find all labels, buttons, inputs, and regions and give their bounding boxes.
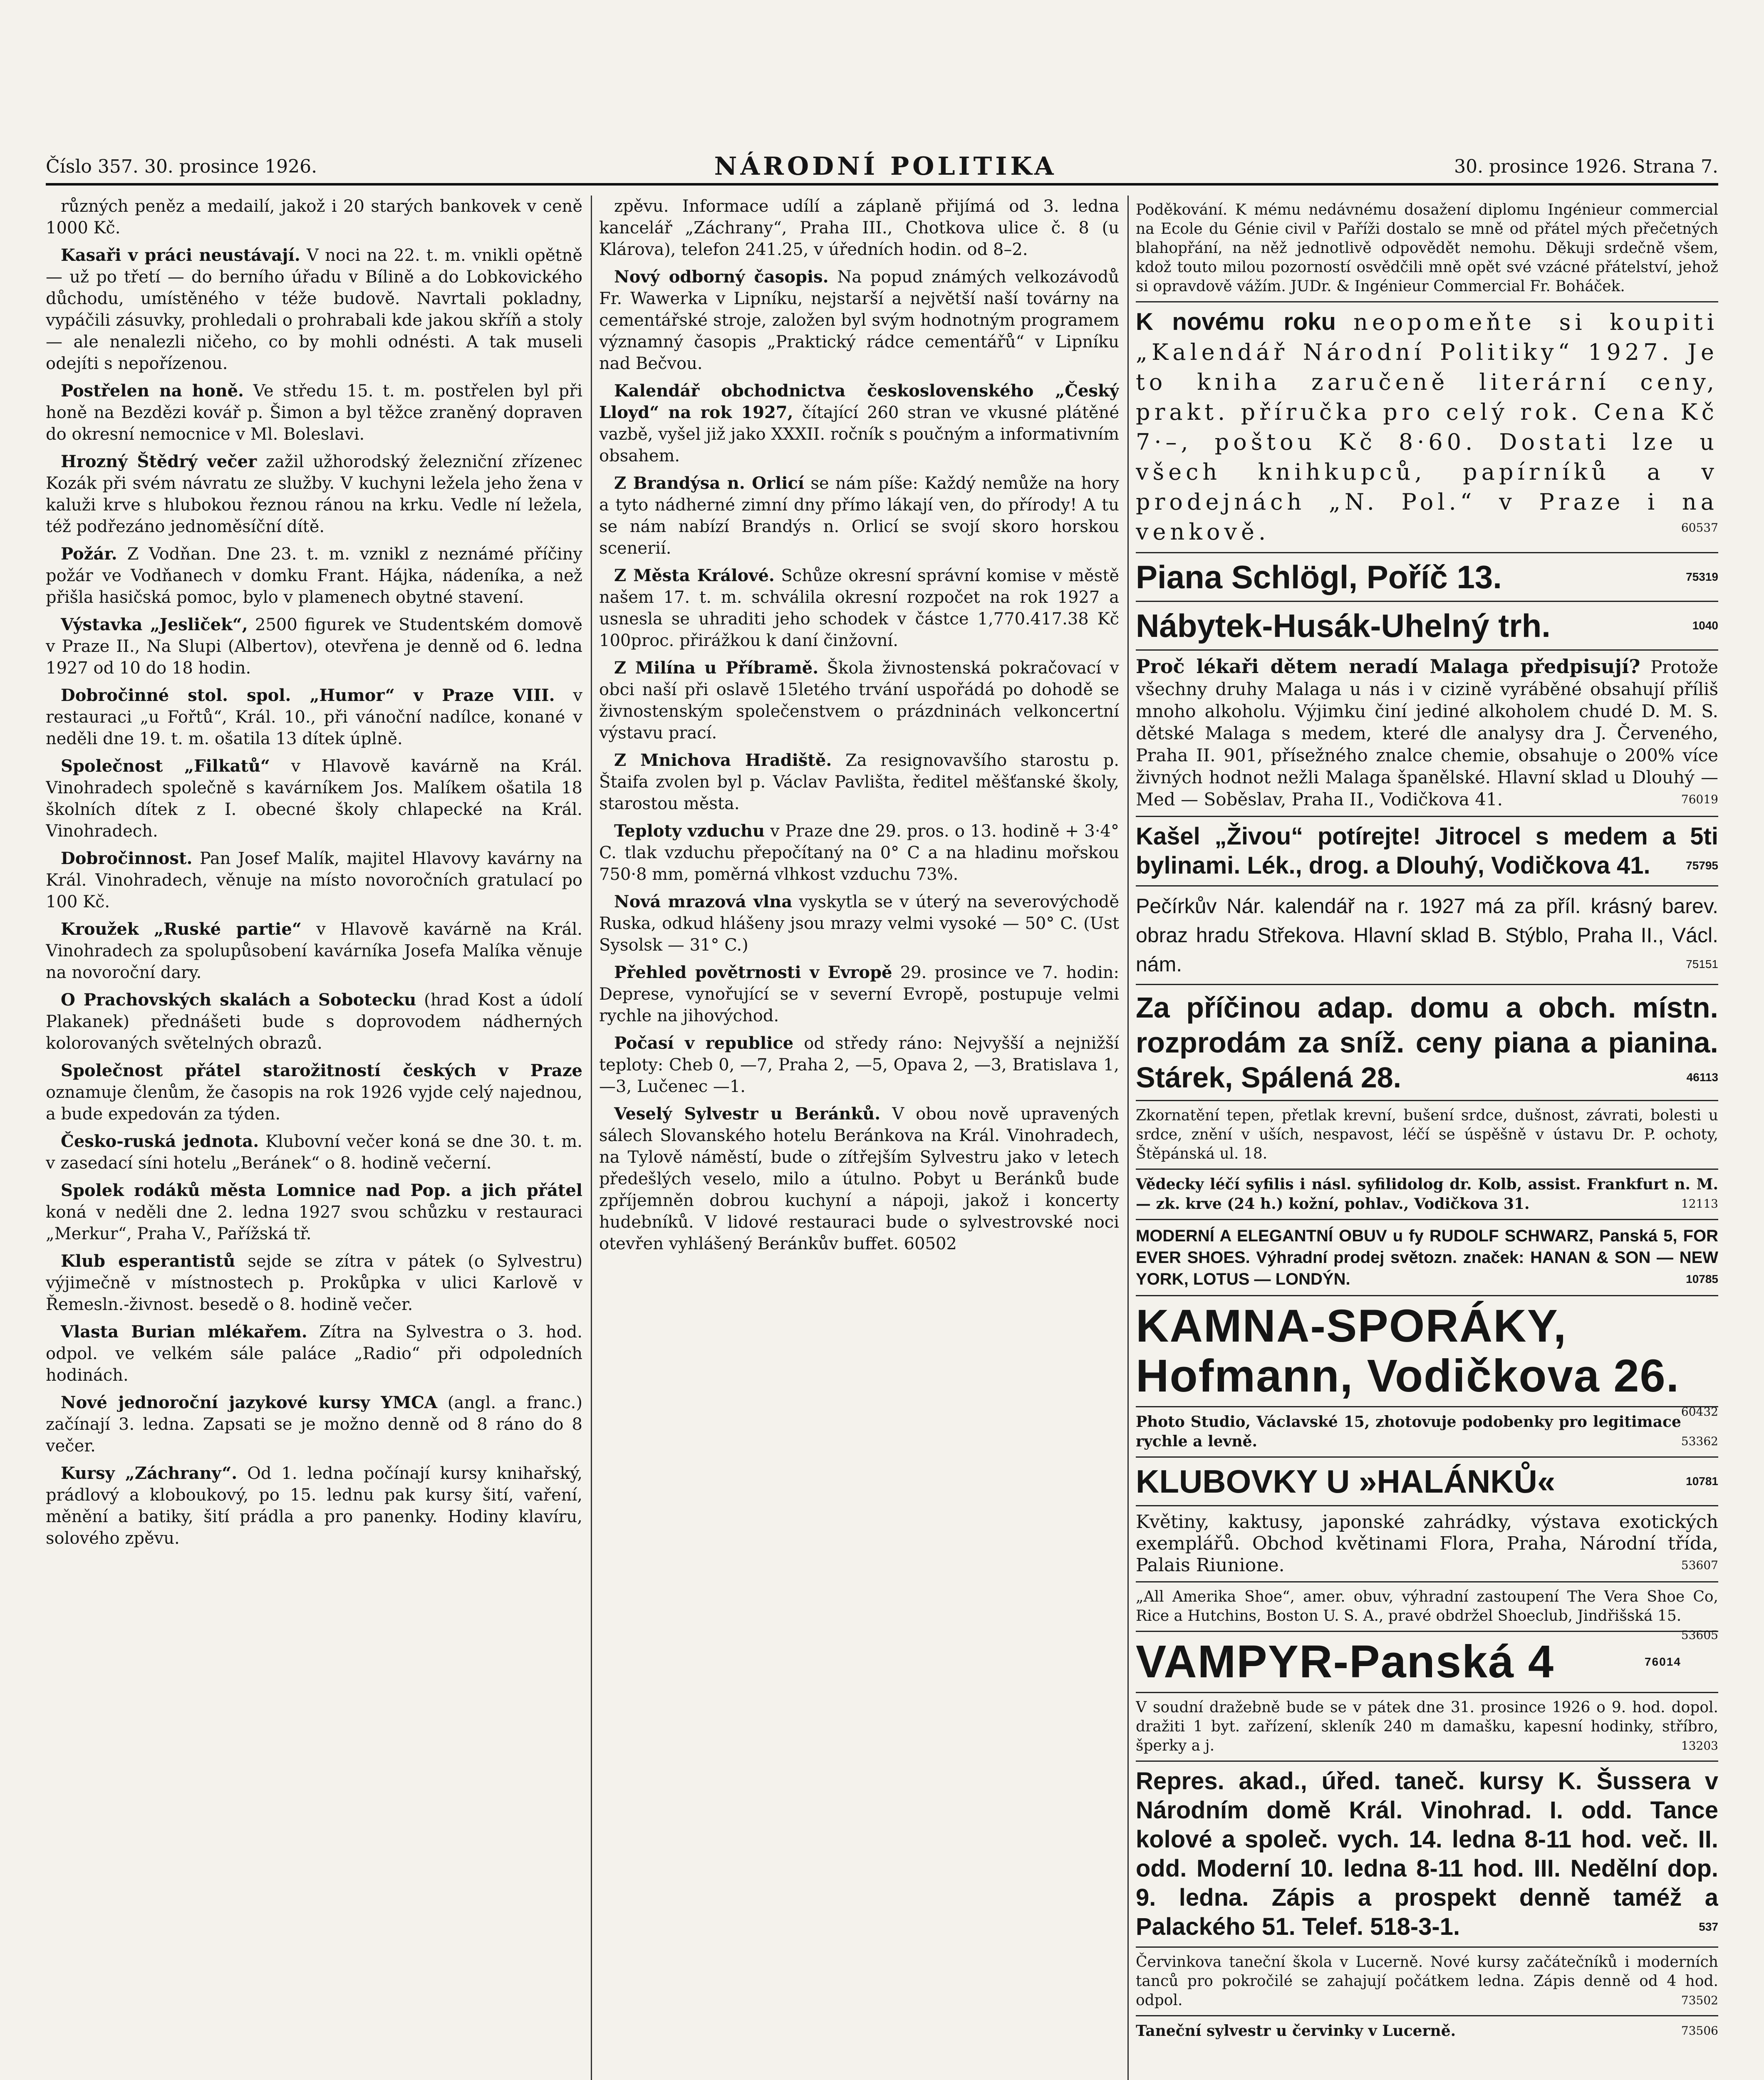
shoes-ad-text: MODERNÍ A ELEGANTNÍ OBUV u fy RUDOLF SCHWARZ, Panská 5, FOR EVER SHOES. Výhradní prodej světozn. značek: HANAN & SON — NEW YORK, LOTUS — LONDÝN. (1136, 1227, 1718, 1288)
auction-ad (1136, 1692, 1718, 1761)
pecirka-calendar-ad (1136, 885, 1718, 984)
news-item (599, 380, 1119, 467)
news-item (46, 1131, 582, 1174)
news-item-text: v Praze dne 29. pros. o 13. hodině + 3·4° C. tlak vzduchu přepočítaný na 0° C a na hladinu mořskou 750·8 mm, poměrná vlhkost vzduchu 73%. (599, 822, 1119, 884)
news-item-text: 29. prosince ve 7. hodin: Deprese, vynořující se v severní Evropě, postupuje velmi rychle na jihovýchod. (599, 963, 1119, 1025)
news-item (46, 1250, 582, 1315)
news-item (599, 266, 1119, 374)
news-item-headline: Z Milína u Příbramě. (614, 658, 819, 678)
ad-number: 53607 (1681, 1558, 1718, 1572)
news-item-headline: Počasí v republice (614, 1033, 794, 1053)
news-item-text: sejde se zítra v pátek (o Sylvestru) výjimečně v místnostech p. Prokůpka v ulici Karlově v Řemesln.-živnost. besedě o 8. hodině večer. (46, 1252, 582, 1314)
page-header (46, 150, 1718, 186)
news-item-headline: Přehled povětrnosti v Evropě (614, 963, 892, 982)
news-item (46, 380, 582, 445)
news-item-text: od středy ráno: Nejvyšší a nejnižší teploty: Cheb 0, —7, Praha 2, —5, Opava 2, —3, Bratislava 1, —3, Lučenec —1. (599, 1034, 1119, 1096)
stoves-ad-head: KAMNA-SPORÁKY, (1136, 1300, 1567, 1352)
news-item-headline: Vlasta Burian mlékařem. (61, 1322, 307, 1342)
news-item-headline: Česko-ruská jednota. (61, 1132, 259, 1151)
piano-sale-text: Za příčinou adap. domu a obch. místn. rozprodám za sníž. ceny piana a pianina. Stárek, Spálená 28. (1136, 991, 1718, 1094)
news-item (46, 245, 582, 374)
furniture-ad (1136, 601, 1718, 649)
news-item (46, 614, 582, 679)
ad-number: 73502 (1681, 1993, 1718, 2007)
news-item (599, 657, 1119, 744)
news-item-text: Pan Josef Malík, majitel Hlavovy kavárny na Král. Vinohradech, věnuje na místo novoročních gratulací po 100 Kč. (46, 849, 582, 911)
news-item-headline: Kursy „Záchrany“. (61, 1463, 238, 1483)
news-item (599, 473, 1119, 559)
news-item-headline: Klub esperantistů (61, 1251, 235, 1271)
news-item-headline: Kasaři v práci neustávají. (61, 245, 300, 265)
american-shoe-ad (1136, 1581, 1718, 1642)
news-item (599, 891, 1119, 956)
header-right: 30. prosince 1926. Strana 7. (1454, 156, 1718, 177)
news-item (46, 1392, 582, 1457)
news-item-text: v Hlavově kavárně na Král. Vinohradech společně s kavárníkem Jos. Malíkem ošatila 18 školních dítek z I. obecné školy chlapecké na Král. Vinohradech. (46, 757, 582, 841)
news-item-text: Z Vodňan. Dne 23. t. m. vznikl z neznámé příčiny požár ve Vodňanech v domku Frant. Hájka, nádeníka, a než přišla hasičská pomoc, bylo v plamenech obytné stavení. (46, 545, 582, 607)
news-item (599, 962, 1119, 1027)
news-item (46, 1060, 582, 1125)
ad-number: 53362 (1681, 1434, 1718, 1448)
ad-number: 1040 (1692, 619, 1718, 632)
news-item-text: koná v neděli dne 2. ledna 1927 svou schůzku v restauraci „Merkur“, Praha V., Pařížská tř. (46, 1203, 582, 1243)
american-shoe-text: „All Amerika Shoe“, amer. obuv, výhradní zastoupení The Vera Shoe Co, Rice a Hutchins, Boston U. S. A., pravé obdržel Shoeclub, Jindřišská 15. (1136, 1588, 1718, 1624)
news-item-text: Od 1. ledna počínají kursy knihařský, prádlový a kloboukový, po 15. lednu pak kursy šití, vaření, měnění a batiky, šití prádla a pro panenky. Hodiny klavíru, solového zpěvu. (46, 1464, 582, 1548)
news-item-text: Škola živnostenská pokračovací v obci naší při oslavě 15letého trvání uspořádá po dohodě se živnostenským společenstvem o prázdninách velkoncertní výstavu prací. (599, 659, 1119, 743)
news-item-headline: Společnost přátel starožitností českých v Praze (61, 1061, 582, 1080)
news-item-text: různých peněz a medailí, jakož i 20 starých bankovek v ceně 1000 Kč. (46, 197, 582, 238)
news-item-text: Za resignovavšího starostu p. Štaifa zvolen byl p. Václav Pavlišta, ředitel měšťanské školy, starostou města. (599, 751, 1119, 813)
ad-number: 75795 (1686, 859, 1718, 872)
news-item-text: V noci na 22. t. m. vnikli opětně — už po třetí — do berního úřadu v Bílině a do Lobkovického důchodu, umístěného v téže budově. Navrtali pokladny, vypáčili zásuvky, prohledali o prohrabali kde jakou skříň a stoly — ale nenalezli ničeho, co by mohli odnésti. A tak museli odejíti s nepořízenou. (46, 246, 582, 373)
news-item-headline: O Prachovských skalách a Sobotecku (61, 990, 416, 1010)
dance-course-ad (1136, 1761, 1718, 1946)
news-item-text: Zítra na Sylvestra o 3. hod. odpol. ve velkém sále paláce „Radio“ při odpoledních hodinách. (46, 1322, 582, 1385)
news-item-headline: Z Brandýsa n. Orlicí (614, 473, 805, 493)
news-item-headline: Dobročinnost. (61, 849, 193, 868)
news-item-text: zažil užhorodský železniční zřízenec Kozák při svém návratu ze služby. V kuchyni ležela jeho žena v kaluži krve s hlubokou řeznou ránou na krku. Vedle ní ležela, též podřezáno jednoměsíční dítě. (46, 452, 582, 536)
flowers-ad-text: Květiny, kaktusy, japonské zahrádky, výstava exotických exemplářů. Obchod květinami Flora, Praha, Národní třída, Palais Riunione. (1136, 1511, 1718, 1576)
sylvestr-ad (1136, 2015, 1718, 2046)
news-item-headline: Kalendář obchodnictva československého „Český Lloyd“ na rok 1927, (599, 381, 1119, 422)
clubchairs-ad-text: KLUBOVKY U »HALÁNKŮ« (1136, 1463, 1556, 1500)
news-item-text: se nám píše: Každý nemůže na hory a tyto nádherné zimní dny přímo lákají ven, do přírody! A tu se nám nabízí Brandýs n. Orlicí se svojí skoro horskou scenerií. (599, 474, 1119, 558)
column-2 (599, 196, 1119, 2080)
flowers-ad (1136, 1505, 1718, 1581)
news-item-headline: Dobročinné stol. spol. „Humor“ v Praze VIII. (61, 686, 555, 705)
ad-number: 46113 (1686, 1071, 1718, 1084)
news-item-headline: Spolek rodáků města Lomnice nad Pop. a jich přátel (61, 1181, 582, 1200)
sylvestr-ad-text: Taneční sylvestr u červinky v Lucerně. (1136, 2022, 1456, 2040)
column-divider (1127, 196, 1129, 2080)
stoves-ad (1136, 1295, 1718, 1419)
news-item (599, 750, 1119, 815)
news-item (599, 196, 1119, 260)
syphilis-ad-text: Vědecky léčí syfilis i násl. syfilidolog dr. Kolb, assist. Frankfurt n. M. — zk. krve (24 h.) kožní, pohlav., Vodičkova 31. (1136, 1176, 1718, 1213)
thank-you-notice: Poděkování. K mému nedávnému dosažení diplomu Ingénieur commercial na Ecole du Génie civil v Paříži dostalo se mně od přátel mých přečetných blahopřání, na něž jednotlivě odpovědět nemohu. Děkuji srdečně všem, kdož touto milou pozorností osvědčili mně opět své vzácné přátelství, jehož si opravdově vážím. JUDr. & Ingénieur Commercial Fr. Boháček. (1136, 201, 1718, 295)
dance-course-text: Repres. akad., úřed. taneč. kursy K. Šussera v Národním domě Král. Vinohrad. I. odd. Tance kolové a společ. vych. 14. ledna 8-11 hod. več. II. odd. Moderní 10. ledna 8-11 hod. III. Nedělní dop. 9. ledna. Zápis a prospekt denně taméž a Palackého 51. Telef. 518-3-1. (1136, 1768, 1718, 1940)
news-item-headline: Nový odborný časopis. (614, 267, 829, 287)
news-item (46, 755, 582, 842)
news-item (599, 820, 1119, 885)
news-item (599, 1033, 1119, 1097)
news-item-headline: Veselý Sylvestr u Beránků. (614, 1104, 881, 1124)
ad-number: 75319 (1686, 570, 1718, 583)
news-item-headline: Teploty vzduchu (614, 821, 765, 841)
news-item-headline: Postřelen na honě. (61, 381, 244, 401)
medical-ad: Zkornatění tepen, přetlak krevní, bušení srdce, dušnost, závrati, bolesti u srdce, znění v uších, nespavost, léčí se úspěšně v ústavu Dr. P. ochoty, Štěpánská ul. 18. (1136, 1100, 1718, 1169)
calendar-ad (1136, 301, 1718, 552)
calendar-ad-head: K novému roku (1136, 308, 1336, 335)
news-item-headline: Nová mrazová vlna (614, 892, 793, 911)
news-item-text: zpěvu. Informace udílí a záplaně přijímá od 3. ledna kancelář „Záchrany“, Praha III., Chotkova ulice č. 8 (u Klárova), telefon 241.25, v úředních hodin. od 8–2. (599, 197, 1119, 259)
news-item (46, 919, 582, 983)
news-item-text: Ve středu 15. t. m. postřelen byl při honě na Bezdězi kovář p. Šimon a byl těžce zraněný dopraven do okresní nemocnice v Ml. Boleslavi. (46, 381, 582, 444)
news-item-text: v restauraci „u Fořtů“, Král. 10., při vánoční nadílce, konané v neděli dne 19. t. m. ošatila 13 dítek úplně. (46, 686, 582, 748)
news-item-text: (hrad Kost a údolí Plakanek) přednášeti bude s doprovodem nádherných kolorovaných světelných obrazů. (46, 990, 582, 1053)
news-item-headline: Z Města Králové. (614, 566, 775, 585)
news-item-text: Schůze okresní správní komise v městě našem 17. t. m. schválila okresní rozpočet na rok 1927 a usnesla se uhraditi jeho schodek v částce 1,770.417.38 Kč 100proc. přirážkou k daní činžovní. (599, 566, 1119, 650)
newspaper-title: NÁRODNÍ POLITIKA (714, 152, 1057, 181)
clubchairs-ad (1136, 1456, 1718, 1505)
news-item-text: oznamuje členům, že časopis na rok 1926 vyjde celý najednou, a bude expedován za týden. (46, 1083, 582, 1124)
news-item-headline: Z Mnichova Hradiště. (614, 750, 832, 770)
syphilis-ad (1136, 1169, 1718, 1219)
dance-school-ad (1136, 1946, 1718, 2015)
ad-number: 12113 (1681, 1197, 1718, 1211)
ad-number: 13203 (1681, 1739, 1718, 1753)
news-item-headline: Hrozný Štědrý večer (61, 452, 257, 471)
malaga-ad-text: Protože všechny druhy Malaga u nás i v cizině vyráběné obsahují příliš mnoho alkoholu. Výjimku činí jediné alkoholem chudé D. M. S. dětské Malaga s medem, které dle analysy dra J. Červeného, Praha II. 901, přísežného znalce chemie, obsahuje o 200% více živných hodnot nežli Malaga španělské. Hlavní sklad u Dlouhý — Med — Soběslav, Praha II., Vodičkova 41. (1136, 657, 1718, 810)
ad-number: 60432 (1681, 1405, 1718, 1419)
ad-number: 10785 (1686, 1273, 1718, 1285)
piano-ad-text: Piana Schlögl, Poříč 13. (1136, 559, 1502, 595)
news-item (46, 1463, 582, 1549)
column-divider (591, 196, 592, 2080)
malaga-ad-head: Proč lékaři dětem neradí Malaga předpisují? (1136, 655, 1640, 678)
ad-number: 53605 (1681, 1628, 1718, 1642)
piano-sale-ad (1136, 984, 1718, 1100)
news-item-text: Na popud známých velkozávodů Fr. Wawerka v Lipníku, nejstarší a největší naší továrny na cementářské stroje, založen byl svým hodnotným programem významný časopis „Praktický rádce cementářů“ v Lipníku nad Bečvou. (599, 267, 1119, 373)
news-item (46, 685, 582, 750)
ad-number: 73506 (1681, 2024, 1718, 2038)
news-item-text: čítající 260 stran ve vkusné plátěné vazbě, vyšel již jako XXXII. ročník s poučným a informativním obsahem. (599, 403, 1119, 466)
news-item-headline: Nové jednoroční jazykové kursy YMCA (61, 1393, 437, 1412)
news-item (599, 1103, 1119, 1255)
ad-number: 75151 (1686, 958, 1718, 971)
auction-ad-text: V soudní dražebně bude se v pátek dne 31. prosince 1926 o 9. hod. dopol. dražiti 1 byt. zařízení, skleník 240 m damašku, kapesní hodinky, stříbro, šperky a j. (1136, 1699, 1718, 1754)
news-item (46, 1180, 582, 1245)
news-item-headline: Výstavka „Jesliček“, (61, 615, 248, 634)
news-item (46, 451, 582, 537)
malaga-ad (1136, 649, 1718, 816)
calendar-ad-text: neopomeňte si koupiti „Kalendář Národní Politiky“ 1927. Je to kniha zaručeně literární ceny, prakt. příručka pro celý rok. Cena Kč 7·–, poštou Kč 8·60. Dostati lze u všech knihkupců, papírníků a v prodejnách „N. Pol.“ v Praze i na venkově. (1136, 309, 1718, 545)
news-item-text: Klubovní večer koná se dne 30. t. m. v zasedací síni hotelu „Beránek“ o 8. hodině večerní. (46, 1132, 582, 1173)
news-item (46, 196, 582, 239)
header-left: Číslo 357. 30. prosince 1926. (46, 156, 317, 177)
photo-studio-ad (1136, 1406, 1718, 1456)
news-item (46, 848, 582, 913)
news-item-text: vyskytla se v úterý na severovýchodě Ruska, odkud hlášeny jsou mrazy velmi vysoké — 50° C. (Ust Sysolsk — 31° C.) (599, 892, 1119, 955)
pecirka-calendar-text: Pečírkův Nár. kalendář na r. 1927 má za příl. krásný barev. obraz hradu Střekova. Hlavní sklad B. Stýblo, Praha II., Václ. nám. (1136, 894, 1718, 976)
ad-number: 537 (1699, 1920, 1718, 1933)
cough-ad-text: Kašel „Živou“ potírejte! Jitrocel s medem a 5ti bylinami. Lék., drog. a Dlouhý, Vodičkova 41. (1136, 823, 1718, 879)
photo-studio-text: Photo Studio, Václavské 15, zhotovuje podobenky pro legitimace rychle a levně. (1136, 1413, 1681, 1450)
cough-ad (1136, 816, 1718, 885)
furniture-ad-text: Nábytek-Husák-Uhelný trh. (1136, 607, 1551, 644)
news-item-headline: Kroužek „Ruské partie“ (61, 919, 302, 939)
news-item-headline: Společnost „Filkatů“ (61, 756, 270, 776)
news-item (46, 1321, 582, 1386)
column-1 (46, 196, 582, 2080)
ad-number: 10781 (1686, 1475, 1718, 1488)
shoes-ad (1136, 1219, 1718, 1295)
news-item (46, 543, 582, 608)
ad-number: 76019 (1681, 792, 1718, 806)
news-item-text: V obou nově upravených sálech Slovanského hotelu Beránkova na Král. Vinohradech, na Tylově náměstí, bude o zítřejším Sylvestru jako v letech předešlých veselo, milo a útulno. Pobyt u Beránků bude zpříjemněn dobrou kuchyní a nápoji, jakož i koncerty hudebníků. V lidové restauraci bude o sylvestrovské noci otevřen vyhlášený Beránkův buffet. 60502 (599, 1104, 1119, 1253)
stoves-ad-address: Hofmann, Vodičkova 26. (1136, 1350, 1680, 1402)
vampyr-ad-text: VAMPYR-Panská 4 (1136, 1636, 1555, 1687)
column-3-ads (1136, 196, 1718, 2080)
ad-number: 60537 (1681, 521, 1718, 535)
news-item (46, 989, 582, 1054)
vampyr-ad (1136, 1631, 1718, 1692)
dance-school-text: Červinkova taneční škola v Lucerně. Nové kursy začátečníků i moderních tanců pro pokročilé se zahajují počátkem ledna. Zápis denně od 4 hod. odpol. (1136, 1954, 1718, 2009)
news-item (599, 565, 1119, 651)
news-item-text: 2500 figurek ve Studentském domově v Praze II., Na Slupi (Albertov), otevřena je denně od 6. ledna 1927 od 10 do 18 hodin. (46, 615, 582, 678)
news-item-headline: Požár. (61, 544, 117, 564)
news-item-text: v Hlavově kavárně na Král. Vinohradech za spolupůsobení kavárníka Josefa Malíka věnuje na novoroční dary. (46, 920, 582, 982)
piano-ad (1136, 552, 1718, 601)
ad-number: 76014 (1645, 1655, 1681, 1668)
news-item-text: (angl. a franc.) začínají 3. ledna. Zapsati se je možno denně od 8 ráno do 8 večer. (46, 1393, 582, 1456)
